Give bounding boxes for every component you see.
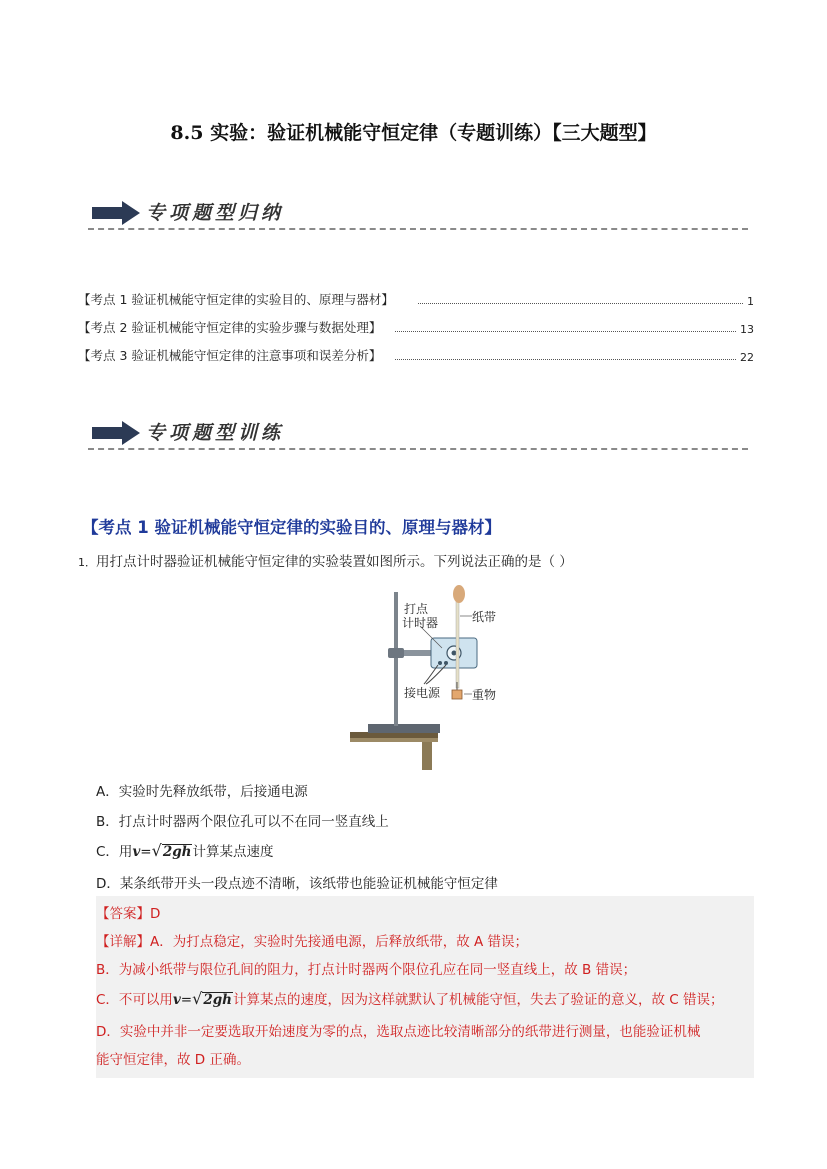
answer-detail-4b: 能守恒定律，故 D 正确。 xyxy=(96,1052,250,1068)
sqrt-icon: √ xyxy=(192,989,203,1008)
section-banner-training xyxy=(88,416,748,450)
toc-item[interactable] xyxy=(78,290,754,308)
toc-leader xyxy=(395,358,736,360)
toc-page: 1 xyxy=(747,295,754,308)
option-b[interactable]: B．打点计时器两个限位孔可以不在同一竖直线上 xyxy=(96,814,389,830)
option-c-suffix: 计算某点速度 xyxy=(192,844,274,860)
formula-root: 2gh xyxy=(203,992,232,1008)
formula-eq: = xyxy=(140,844,152,860)
toc-page: 13 xyxy=(740,323,754,336)
answer-detail-3-suffix: 计算某点的速度，因为这样就默认了机械能守恒，失去了验证的意义，故 C 错误； xyxy=(232,992,724,1008)
option-c[interactable] xyxy=(96,840,273,860)
answer-label: 【答案】D xyxy=(96,906,161,922)
option-d[interactable]: D．某条纸带开头一段点迹不清晰，该纸带也能验证机械能守恒定律 xyxy=(96,876,498,892)
apparatus-figure xyxy=(346,582,506,772)
option-a[interactable]: A．实验时先释放纸带，后接通电源 xyxy=(96,784,308,800)
label-weight: 重物 xyxy=(472,688,497,702)
toc-leader xyxy=(418,302,743,304)
label-timer: 打点 xyxy=(404,602,429,616)
arrow-icon xyxy=(92,421,142,445)
banner-title: 专项题型归纳 xyxy=(146,202,285,224)
toc-leader xyxy=(395,330,736,332)
answer-detail-3-prefix: C．不可以用 xyxy=(96,992,173,1008)
answer-detail-3 xyxy=(96,988,723,1008)
toc-label: 【考点 2 验证机械能守恒定律的实验步骤与数据处理】 xyxy=(78,320,382,335)
section-heading: 【考点 1 验证机械能守恒定律的实验目的、原理与器材】 xyxy=(82,518,501,537)
question-number: 1． xyxy=(78,556,96,569)
answer-detail-2: B．为减小纸带与限位孔间的阻力，打点计时器两个限位孔应在同一竖直线上，故 B 错误； xyxy=(96,962,637,978)
label-tape: 纸带 xyxy=(472,610,497,624)
label-timer-2: 计时器 xyxy=(402,616,439,630)
toc-label: 【考点 1 验证机械能守恒定律的实验目的、原理与器材】 xyxy=(78,292,394,307)
question-text: 用打点计时器验证机械能守恒定律的实验装置如图所示。下列说法正确的是（ ） xyxy=(96,554,573,570)
section-banner-summary xyxy=(88,196,748,230)
toc-item[interactable] xyxy=(78,318,754,336)
divider xyxy=(88,448,748,450)
arrow-icon xyxy=(92,201,142,225)
banner-title: 专项题型训练 xyxy=(146,422,285,444)
sqrt-icon: √ xyxy=(151,841,162,860)
toc-item[interactable] xyxy=(78,346,754,364)
answer-detail-1: 【详解】A．为打点稳定，实验时先接通电源，后释放纸带，故 A 错误； xyxy=(96,934,529,950)
formula-v: v xyxy=(132,844,141,860)
option-c-prefix: C．用 xyxy=(96,844,133,860)
toc-page: 22 xyxy=(740,351,754,364)
toc-label: 【考点 3 验证机械能守恒定律的注意事项和误差分析】 xyxy=(78,348,382,363)
label-power: 接电源 xyxy=(404,686,441,700)
formula-v: v xyxy=(172,992,181,1008)
question-stem xyxy=(78,550,573,570)
formula-root: 2gh xyxy=(162,844,192,860)
page-title: 8.5 实验：验证机械能守恒定律（专题训练）【三大题型】 xyxy=(170,122,657,144)
answer-detail-4a: D．实验中并非一定要选取开始速度为零的点，选取点迹比较清晰部分的纸带进行测量，也能验证机械 xyxy=(96,1024,701,1040)
answer-panel xyxy=(96,896,754,1078)
formula-eq: = xyxy=(180,992,193,1008)
divider xyxy=(88,228,748,230)
